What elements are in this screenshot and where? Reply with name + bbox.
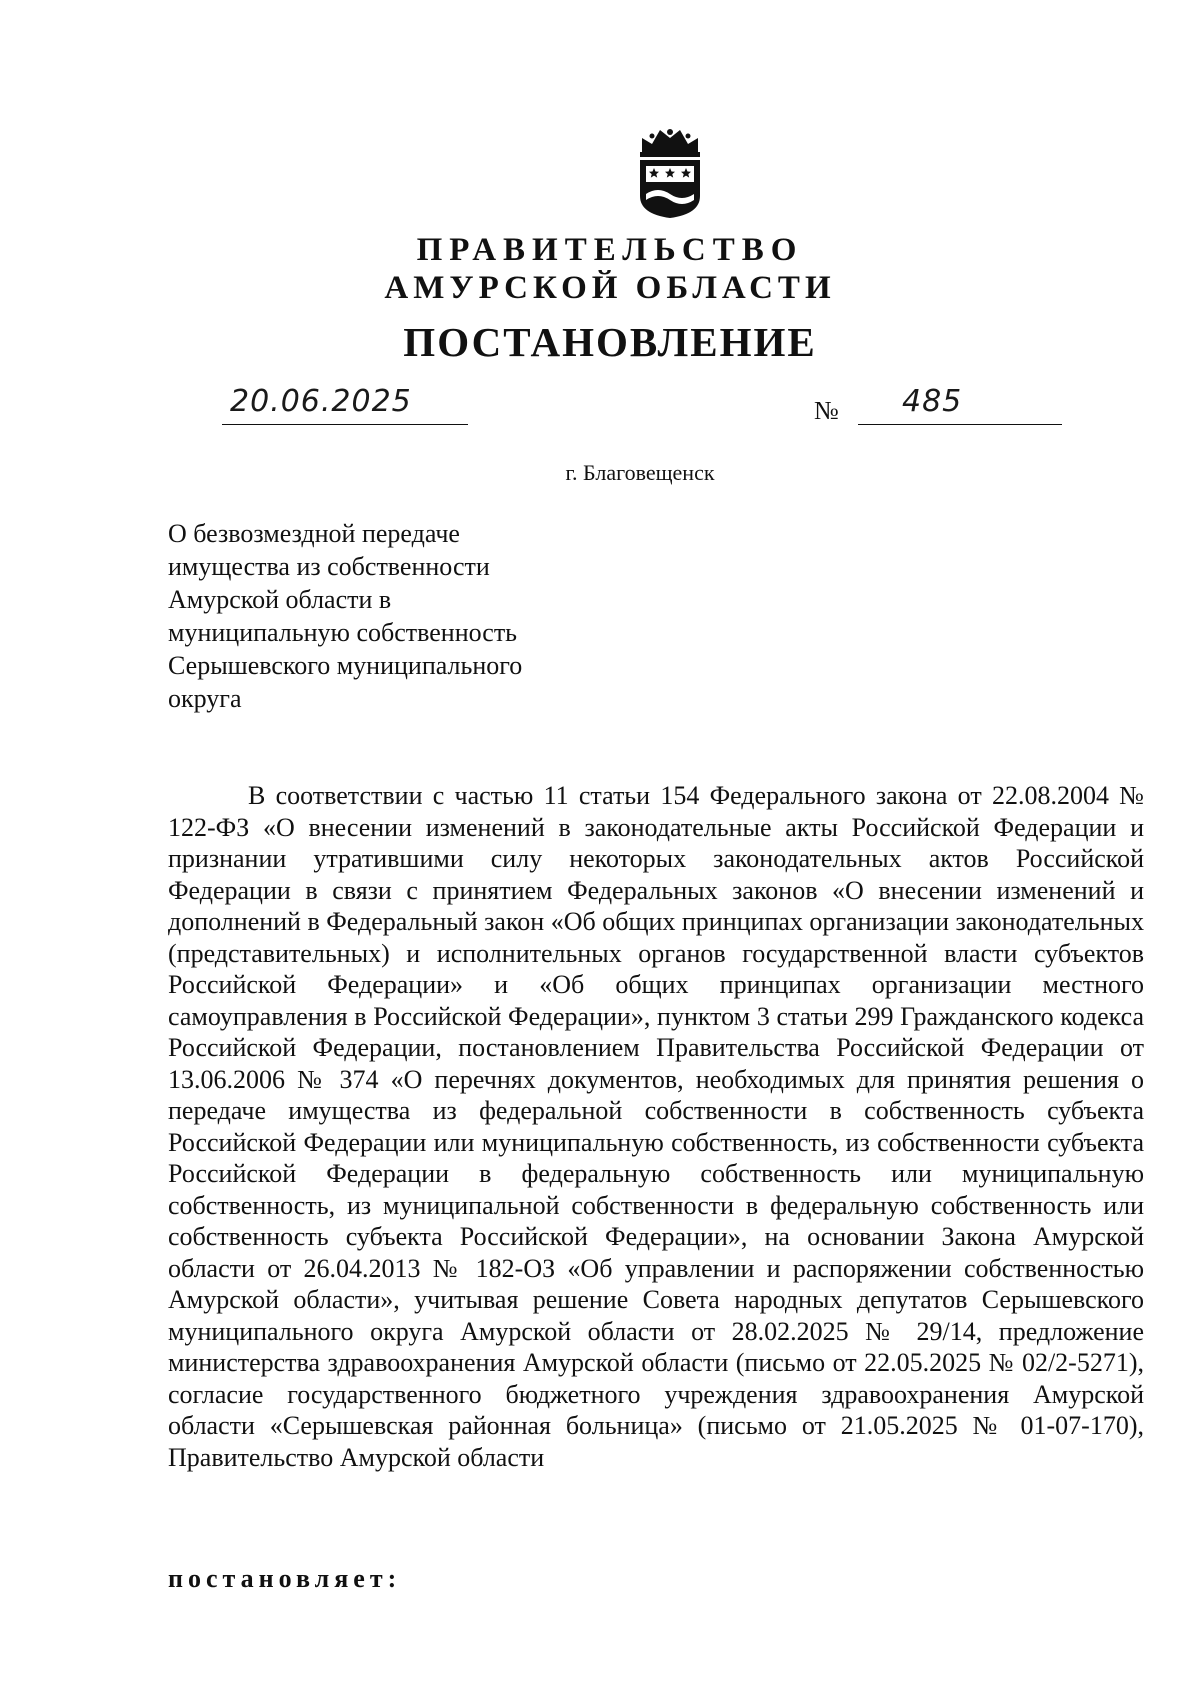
subject-line: Серышевского муниципального bbox=[168, 651, 523, 680]
subject-line: О безвозмездной передаче bbox=[168, 519, 460, 548]
government-name-line1: ПРАВИТЕЛЬСТВО bbox=[416, 232, 804, 268]
document-date: 20.06.2025 bbox=[230, 384, 412, 419]
document-number: 485 bbox=[902, 384, 963, 419]
subject-line: имущества из собственности bbox=[168, 552, 490, 581]
subject-line: округа bbox=[168, 684, 242, 713]
amur-oblast-coat-of-arms-icon bbox=[630, 124, 710, 220]
resolves-statement: постановляет: bbox=[168, 1564, 402, 1593]
government-name-line2: АМУРСКОЙ ОБЛАСТИ bbox=[384, 270, 836, 306]
number-sign: № bbox=[814, 396, 839, 425]
city-name: г. Благовещенск bbox=[565, 460, 715, 485]
subject-line: муниципальную собственность bbox=[168, 618, 518, 647]
document-date-field bbox=[222, 384, 468, 425]
preamble-paragraph: В соответствии с частью 11 статьи 154 Федерального закона от 22.08.2004 № 122-ФЗ «О внесении изменений в законодательные акты Российской Федерации и признании утратившими силу некоторых законодательных актов Российской Федерации в связи с принятием Федеральных законов «О внесении изменений и дополнений в Федеральный закон «Об общих принципах организации законодательных (представительных) и исполнительных органов государственной власти субъектов Российской Федерации» и «Об общих принципах организации местного самоуправления в Российской Федерации», пунктом 3 статьи 299 Гражданского кодекса Российской Федерации, постановлением Правительства Российской Федерации от 13.06.2006 № 374 «О перечнях документов, необходимых для принятия решения о передаче имущества из федеральной собственности в собственность субъекта Российской Федерации или муниципальную собственность, из собственности субъекта Российской Федерации в федеральную собственность или муниципальную собственность, из муниципальной собственности в федеральную собственность или собственность субъекта Российской Федерации», на основании Закона Амурской области от 26.04.2013 № 182-ОЗ «Об управлении и распоряжении собственностью Амурской области», учитывая решение Совета народных депутатов Серышевского муниципального округа Амурской области от 28.02.2025 № 29/14, предложение министерства здравоохранения Амурской области (письмо от 22.05.2025 № 02/2-5271), согласие государственного бюджетного учреждения здравоохранения Амурской области «Серышевская районная больница» (письмо от 21.05.2025 № 01-07-170), Правительство Амурской области bbox=[168, 781, 1144, 1472]
document-subject bbox=[168, 517, 608, 715]
document-type-title: ПОСТАНОВЛЕНИЕ bbox=[403, 319, 817, 365]
document-number-field bbox=[858, 384, 1062, 425]
subject-line: Амурской области в bbox=[168, 585, 392, 614]
